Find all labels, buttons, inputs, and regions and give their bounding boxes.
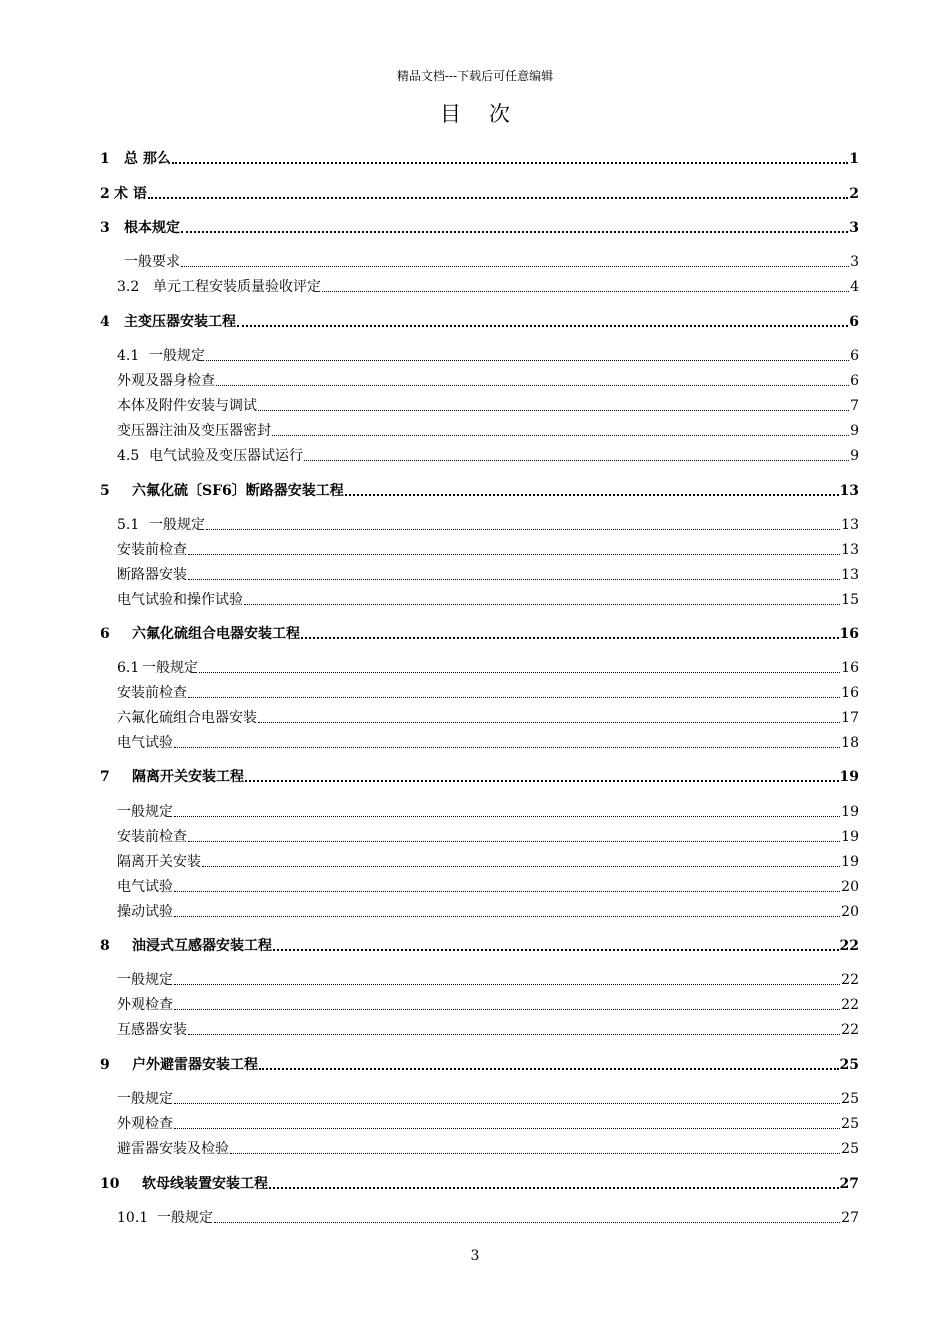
toc-leader-dots	[188, 544, 840, 555]
toc-entry-page: 25	[841, 1116, 859, 1132]
document-title: 目次	[440, 102, 538, 126]
toc-entry-title: 一般要求	[124, 254, 180, 270]
toc-leader-dots	[174, 881, 840, 892]
toc-entry-page: 3	[849, 220, 859, 236]
toc-entry[interactable]	[100, 1054, 859, 1074]
toc-entry-page: 6	[850, 348, 859, 364]
toc-leader-dots	[301, 627, 839, 639]
toc-entry-page: 3	[850, 254, 859, 270]
toc-entry-title: 总 那么	[124, 151, 171, 167]
toc-entry-number: 2	[100, 186, 110, 202]
toc-leader-dots	[174, 906, 840, 917]
toc-entry-page: 1	[849, 151, 859, 167]
toc-entry-title: 操动试验	[117, 904, 173, 920]
toc-entry[interactable]	[100, 1173, 859, 1193]
toc-entry[interactable]	[100, 623, 859, 643]
toc-entry-page: 25	[839, 1057, 859, 1073]
toc-entry-number: 6.1	[117, 660, 140, 676]
toc-entry-page: 13	[839, 483, 859, 499]
toc-entry-number: 8	[100, 938, 110, 954]
page-header: 精品文档---下载后可任意编辑	[396, 69, 554, 83]
toc-leader-dots	[174, 1093, 840, 1104]
toc-leader-dots	[304, 450, 849, 461]
toc-leader-dots	[216, 375, 849, 386]
toc-entry-page: 6	[849, 314, 859, 330]
toc-entry[interactable]	[117, 445, 859, 465]
toc-entry-page: 22	[839, 938, 859, 954]
toc-leader-dots	[181, 221, 848, 233]
toc-entry-number: 4.5	[117, 448, 140, 464]
toc-entry-page: 20	[841, 904, 859, 920]
toc-entry[interactable]	[117, 682, 859, 702]
toc-leader-dots	[345, 484, 839, 496]
toc-entry-title: 软母线装置安装工程	[142, 1176, 268, 1192]
toc-entry-title: 主变压器安装工程	[124, 314, 236, 330]
toc-entry[interactable]	[117, 994, 859, 1014]
toc-entry-page: 2	[849, 186, 859, 202]
toc-entry[interactable]	[100, 311, 859, 331]
toc-entry-page: 27	[839, 1176, 859, 1192]
toc-entry-number: 7	[100, 769, 110, 785]
toc-entry-title: 一般规定	[142, 660, 198, 676]
toc-entry-page: 22	[841, 972, 859, 988]
toc-entry-number: 10.1	[117, 1210, 149, 1226]
toc-entry[interactable]	[100, 217, 859, 237]
toc-leader-dots	[174, 974, 840, 985]
toc-entry-title: 油浸式互感器安装工程	[132, 938, 272, 954]
toc-entry-page: 13	[841, 517, 859, 533]
toc-entry-page: 13	[841, 542, 859, 558]
toc-entry[interactable]	[100, 935, 859, 955]
toc-entry-title: 安装前检查	[117, 542, 187, 558]
toc-entry-title: 外观检查	[117, 1116, 173, 1132]
toc-entry-title: 电气试验	[117, 879, 173, 895]
toc-entry[interactable]	[117, 370, 859, 390]
toc-entry[interactable]	[117, 276, 859, 296]
toc-entry-title: 六氟化硫〔SF6〕断路器安装工程	[132, 483, 344, 499]
toc-leader-dots	[245, 770, 839, 782]
toc-entry[interactable]	[117, 969, 859, 989]
toc-leader-dots	[188, 1024, 840, 1035]
toc-leader-dots	[322, 281, 849, 292]
toc-entry[interactable]	[117, 1088, 859, 1108]
toc-entry-number: 1	[100, 151, 110, 167]
toc-entry-page: 19	[841, 804, 859, 820]
toc-entry-title: 户外避雷器安装工程	[132, 1057, 258, 1073]
toc-entry-page: 16	[841, 685, 859, 701]
toc-entry[interactable]	[117, 657, 859, 677]
toc-entry-number: 4.1	[117, 348, 140, 364]
toc-leader-dots	[259, 1058, 839, 1070]
toc-entry-page: 19	[841, 854, 859, 870]
toc-entry[interactable]	[117, 732, 859, 752]
toc-entry-title: 外观及器身检查	[117, 373, 215, 389]
toc-entry[interactable]	[117, 1138, 859, 1158]
toc-entry-page: 13	[841, 567, 859, 583]
toc-entry[interactable]	[117, 395, 859, 415]
toc-entry-title: 电气试验及变压器试运行	[149, 448, 303, 464]
toc-leader-dots	[188, 569, 840, 580]
toc-entry-page: 25	[841, 1141, 859, 1157]
toc-entry-title: 电气试验	[117, 735, 173, 751]
toc-entry[interactable]	[117, 851, 859, 871]
toc-entry-title: 术 语	[114, 186, 147, 202]
toc-entry-number: 3.2	[117, 279, 140, 295]
toc-entry[interactable]	[117, 901, 859, 921]
toc-entry-page: 17	[841, 710, 859, 726]
toc-entry[interactable]	[117, 1113, 859, 1133]
toc-entry-title: 互感器安装	[117, 1022, 187, 1038]
toc-leader-dots	[258, 400, 849, 411]
toc-leader-dots	[273, 939, 839, 951]
toc-entry-title: 避雷器安装及检验	[117, 1141, 229, 1157]
toc-leader-dots	[206, 519, 840, 530]
toc-leader-dots	[230, 1143, 840, 1154]
toc-entry-page: 6	[850, 373, 859, 389]
toc-entry-title: 外观检查	[117, 997, 173, 1013]
toc-leader-dots	[244, 594, 840, 605]
toc-leader-dots	[272, 425, 849, 436]
toc-leader-dots	[188, 831, 840, 842]
toc-entry-page: 22	[841, 997, 859, 1013]
toc-entry[interactable]	[100, 480, 859, 500]
toc-entry-page: 25	[841, 1091, 859, 1107]
toc-leader-dots	[174, 737, 840, 748]
toc-entry-page: 15	[841, 592, 859, 608]
toc-entry-page: 7	[850, 398, 859, 414]
toc-entry-title: 一般规定	[117, 972, 173, 988]
toc-entry[interactable]	[117, 707, 859, 727]
toc-entry[interactable]	[117, 539, 859, 559]
toc-entry[interactable]	[117, 514, 859, 534]
toc-entry-title: 一般规定	[149, 348, 205, 364]
toc-leader-dots	[269, 1177, 839, 1189]
toc-entry-title: 变压器注油及变压器密封	[117, 423, 271, 439]
toc-leader-dots	[172, 152, 848, 164]
toc-leader-dots	[174, 1118, 840, 1129]
toc-entry[interactable]	[117, 826, 859, 846]
toc-entry-number: 5	[100, 483, 110, 499]
toc-entry-page: 19	[841, 829, 859, 845]
toc-entry[interactable]	[117, 564, 859, 584]
toc-leader-dots	[199, 662, 840, 673]
toc-entry-title: 六氟化硫组合电器安装	[117, 710, 257, 726]
toc-entry-page: 9	[850, 423, 859, 439]
toc-entry-page: 16	[841, 660, 859, 676]
toc-entry-page: 27	[841, 1210, 859, 1226]
toc-entry-page: 16	[839, 626, 859, 642]
toc-entry-title: 隔离开关安装工程	[132, 769, 244, 785]
toc-entry-title: 安装前检查	[117, 685, 187, 701]
toc-leader-dots	[214, 1212, 840, 1223]
toc-entry-number: 10	[100, 1176, 120, 1192]
toc-leader-dots	[237, 315, 848, 327]
toc-entry-page: 19	[839, 769, 859, 785]
toc-entry-title: 单元工程安装质量验收评定	[153, 279, 321, 295]
toc-entry[interactable]	[117, 420, 859, 440]
toc-leader-dots	[206, 350, 849, 361]
toc-entry[interactable]	[117, 345, 859, 365]
toc-entry[interactable]	[100, 148, 859, 168]
toc-entry-number: 5.1	[117, 517, 140, 533]
toc-entry[interactable]	[100, 766, 859, 786]
toc-entry[interactable]	[117, 801, 859, 821]
toc-entry-title: 电气试验和操作试验	[117, 592, 243, 608]
toc-entry-title: 一般规定	[157, 1210, 213, 1226]
toc-entry[interactable]	[117, 1207, 859, 1227]
toc-entry[interactable]	[117, 589, 859, 609]
toc-leader-dots	[174, 806, 840, 817]
toc-entry-number: 3	[100, 220, 110, 236]
toc-entry-title: 断路器安装	[117, 567, 187, 583]
toc-entry-page: 22	[841, 1022, 859, 1038]
toc-leader-dots	[174, 999, 840, 1010]
toc-entry[interactable]	[124, 251, 859, 271]
toc-entry-page: 18	[841, 735, 859, 751]
toc-entry-number: 9	[100, 1057, 110, 1073]
toc-entry-title: 一般规定	[149, 517, 205, 533]
toc-entry-title: 根本规定	[124, 220, 180, 236]
toc-entry[interactable]	[117, 876, 859, 896]
toc-entry-title: 本体及附件安装与调试	[117, 398, 257, 414]
toc-leader-dots	[188, 687, 840, 698]
toc-entry-title: 六氟化硫组合电器安装工程	[132, 626, 300, 642]
toc-entry-page: 9	[850, 448, 859, 464]
toc-entry-title: 一般规定	[117, 1091, 173, 1107]
toc-leader-dots	[148, 187, 848, 199]
toc-entry[interactable]	[100, 183, 859, 203]
toc-entry-title: 一般规定	[117, 804, 173, 820]
toc-entry[interactable]	[117, 1019, 859, 1039]
toc-leader-dots	[202, 856, 840, 867]
toc-entry-page: 20	[841, 879, 859, 895]
toc-leader-dots	[258, 712, 840, 723]
page-number: 3	[470, 1248, 480, 1264]
toc-leader-dots	[181, 256, 849, 267]
toc-entry-page: 4	[850, 279, 859, 295]
toc-entry-title: 隔离开关安装	[117, 854, 201, 870]
toc-entry-title: 安装前检查	[117, 829, 187, 845]
toc-entry-number: 4	[100, 314, 110, 330]
toc-entry-number: 6	[100, 626, 110, 642]
